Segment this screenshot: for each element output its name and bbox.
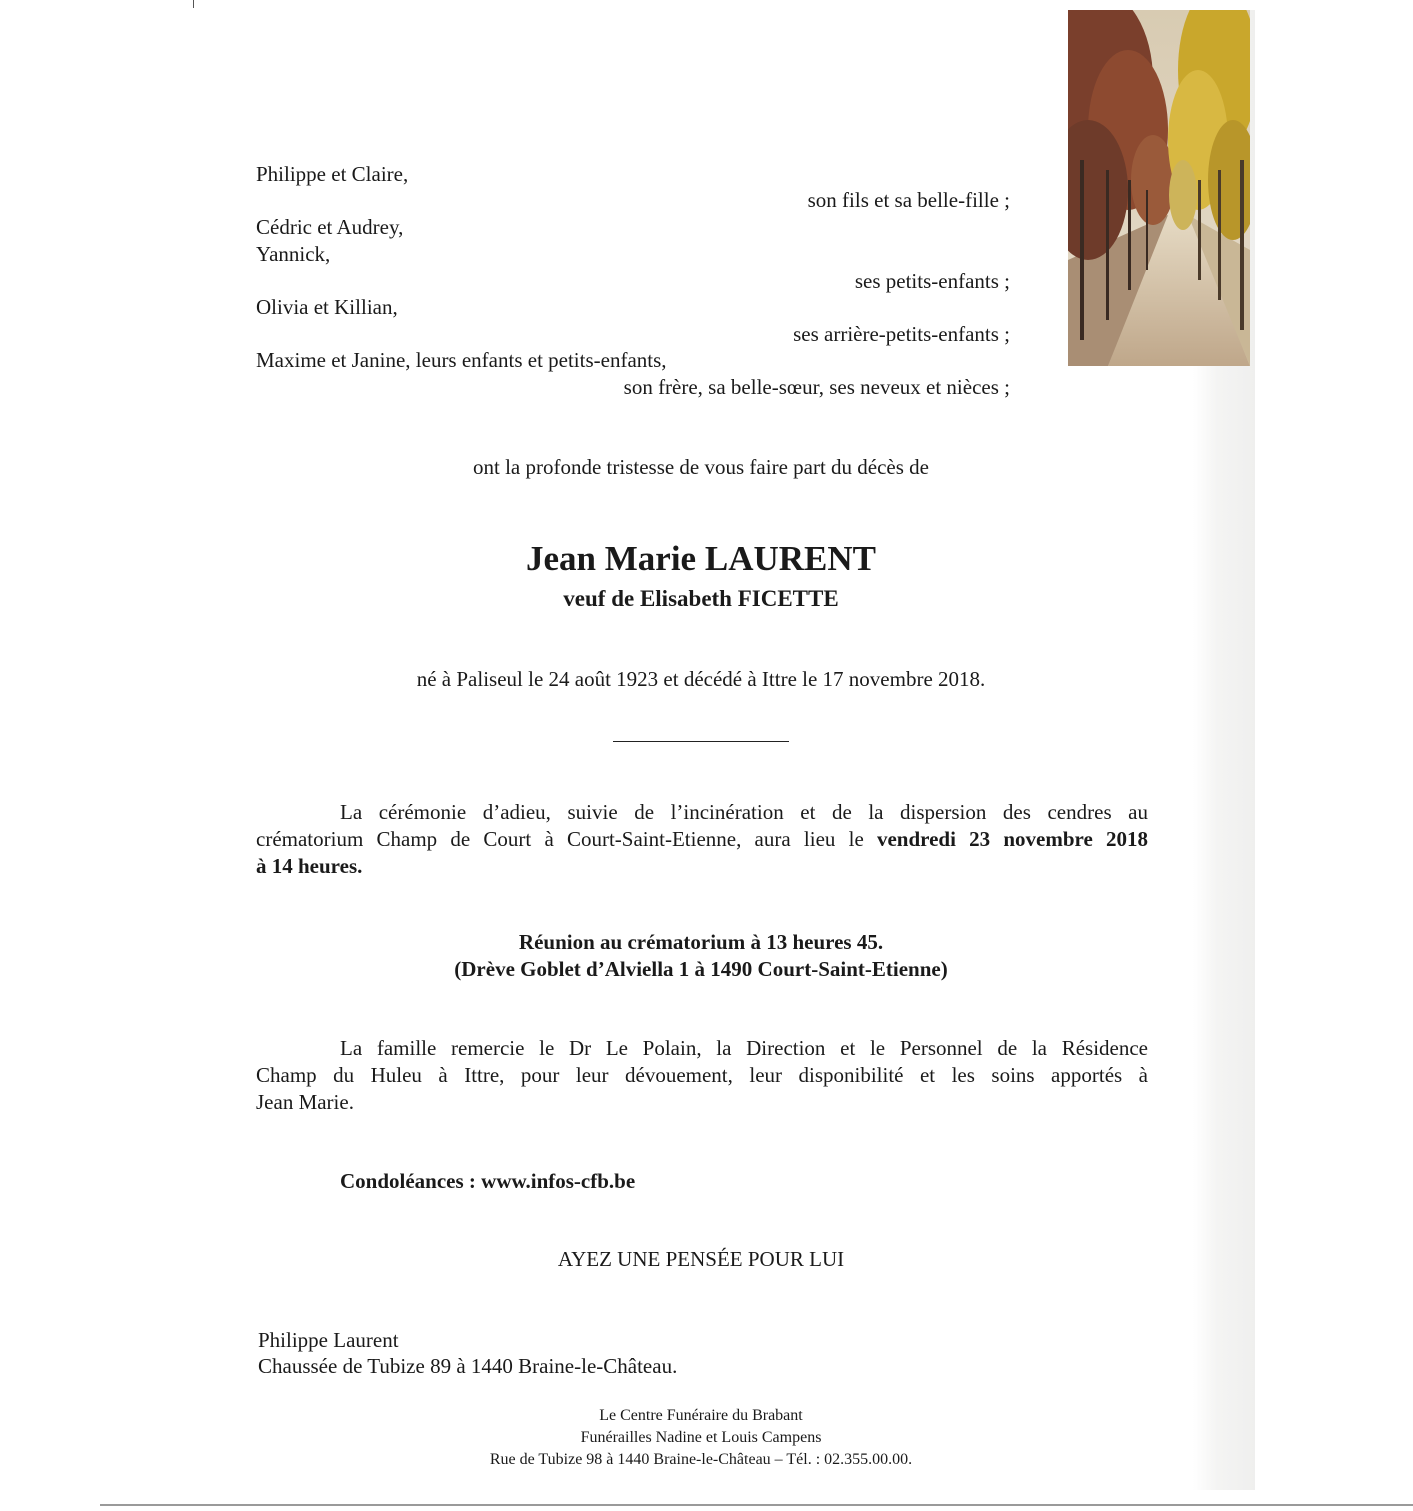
ceremony-time: à 14 heures. xyxy=(256,854,363,878)
funeral-home-directors: Funérailles Nadine et Louis Campens xyxy=(580,1429,822,1446)
widower-of: veuf de Elisabeth FICETTE xyxy=(563,586,839,611)
autumn-tree-alley-photo xyxy=(1068,10,1250,366)
relation-siblings: son frère, sa belle-sœur, ses neveux et nièces ; xyxy=(623,375,1010,399)
funeral-home-address: Rue de Tubize 98 à 1440 Braine-le-Château – Tél. : 02.355.00.00. xyxy=(489,1451,913,1468)
relation-great-grandchildren: ses arrière-petits-enfants ; xyxy=(793,322,1010,346)
family-line-siblings: Maxime et Janine, leurs enfants et petits-enfants, xyxy=(256,348,667,372)
ceremony-line-2-text: crématorium Champ de Court à Court-Saint-Etienne, aura lieu le xyxy=(256,827,877,851)
family-line-great-grandchildren: Olivia et Killian, xyxy=(256,295,398,319)
birth-death-dates: né à Paliseul le 24 août 1923 et décédé à Ittre le 17 novembre 2018. xyxy=(416,667,986,691)
thanks-line-2: Champ du Huleu à Ittre, pour leur dévouement, leur disponibilité et les soins apportés à xyxy=(256,1063,1148,1087)
ceremony-line-1: La cérémonie d’adieu, suivie de l’incinération et de la dispersion des cendres au xyxy=(340,800,1148,824)
condolences-link[interactable]: Condoléances : www.infos-cfb.be xyxy=(340,1169,636,1193)
divider-line xyxy=(613,741,789,742)
family-line-grandchildren-2: Yannick, xyxy=(256,242,331,266)
thanks-line-1: La famille remercie le Dr Le Polain, la Direction et le Personnel de la Résidence xyxy=(340,1036,1148,1060)
ceremony-paragraph xyxy=(256,799,1148,880)
relation-son: son fils et sa belle-fille ; xyxy=(807,188,1010,212)
thanks-paragraph xyxy=(256,1035,1148,1116)
contact-address: Chaussée de Tubize 89 à 1440 Braine-le-Château. xyxy=(258,1354,678,1378)
relation-grandchildren: ses petits-enfants ; xyxy=(854,269,1010,293)
meeting-time: Réunion au crématorium à 13 heures 45. xyxy=(518,930,884,954)
family-line-grandchildren-1: Cédric et Audrey, xyxy=(256,215,404,239)
contact-name: Philippe Laurent xyxy=(258,1328,399,1352)
ceremony-date: vendredi 23 novembre 2018 xyxy=(876,827,1149,851)
announcement-text: ont la profonde tristesse de vous faire part du décès de xyxy=(472,455,929,479)
thanks-line-3: Jean Marie. xyxy=(256,1090,354,1114)
funeral-home-name: Le Centre Funéraire du Brabant xyxy=(599,1407,803,1424)
deceased-name: Jean Marie LAURENT xyxy=(526,539,876,578)
bottom-edge-line xyxy=(100,1504,1413,1506)
ceremony-line-2 xyxy=(256,826,1148,853)
family-line-children: Philippe et Claire, xyxy=(256,162,409,186)
scan-mark xyxy=(193,0,194,8)
closing-phrase: AYEZ UNE PENSÉE POUR LUI xyxy=(557,1247,845,1271)
meeting-address: (Drève Goblet d’Alviella 1 à 1490 Court-Saint-Etienne) xyxy=(454,957,948,981)
